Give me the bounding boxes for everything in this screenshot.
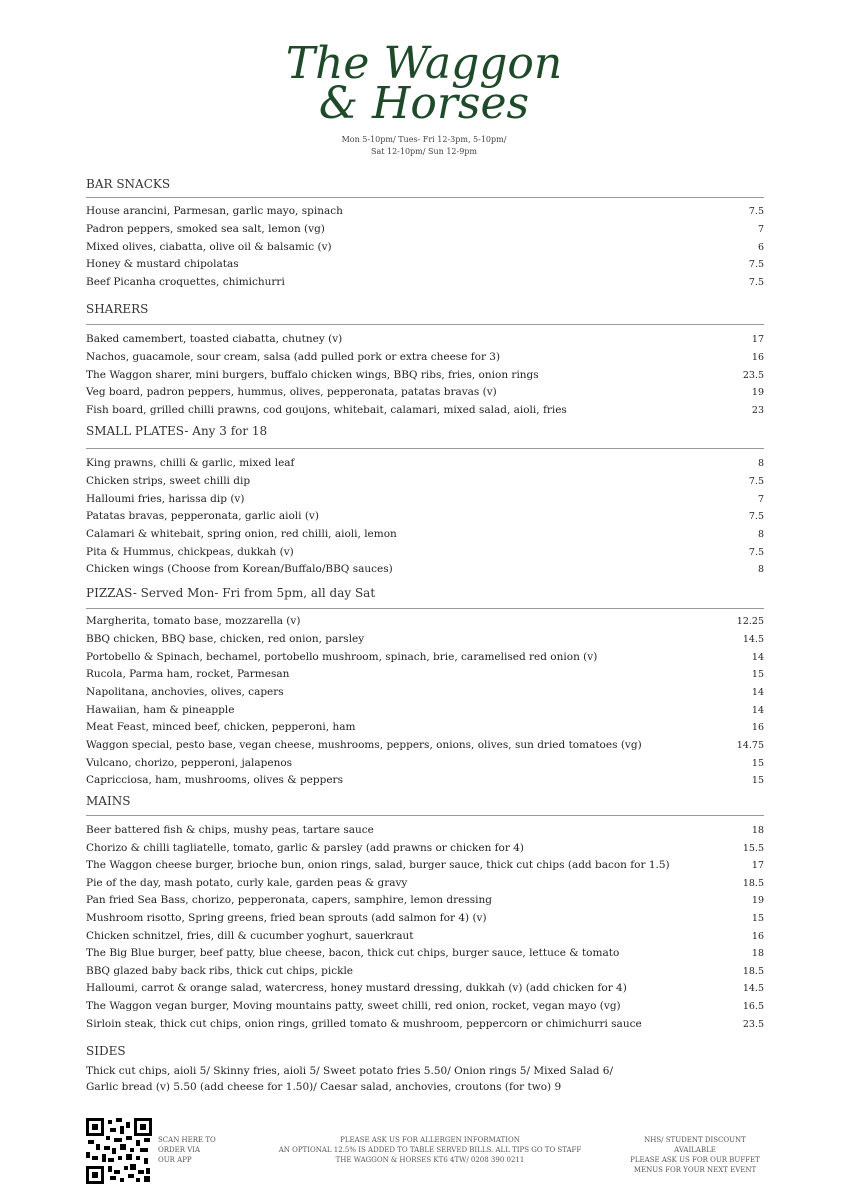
restaurant-title-line1: The Waggon: [285, 38, 563, 89]
item-name: The Waggon cheese burger, brioche bun, onion rings, salad, burger sauce, thick cut chips (add bacon for 1.5): [86, 859, 670, 871]
menu-item: [86, 561, 764, 578]
item-name: Napolitana, anchovies, olives, capers: [86, 686, 284, 698]
menu-item: [86, 544, 764, 561]
menu-item: [86, 221, 764, 238]
section-title-sides: SIDES: [86, 1044, 126, 1058]
item-price: 16: [751, 352, 764, 363]
item-name: Padron peppers, smoked sea salt, lemon (vg): [86, 223, 325, 235]
menu-item: [86, 384, 764, 401]
item-price: 7.5: [748, 511, 764, 522]
item-name: Halloumi fries, harissa dip (v): [86, 493, 245, 505]
item-price: 15: [751, 775, 764, 786]
item-price: 12.25: [736, 616, 764, 627]
sides-line2: Garlic bread (v) 5.50 (add cheese for 1.50)/ Caesar salad, anchovies, croutons (for two) 9: [86, 1081, 562, 1093]
item-name: Fish board, grilled chilli prawns, cod goujons, whitebait, calamari, mixed salad, aioli, fries: [86, 404, 567, 416]
menu-item: [86, 666, 764, 683]
buffet-line2: MENUS FOR YOUR NEXT EVENT: [633, 1166, 757, 1174]
item-name: Mixed olives, ciabatta, olive oil & balsamic (v): [86, 241, 332, 253]
qr-caption-line1: SCAN HERE TO: [158, 1136, 216, 1144]
section-divider: [86, 197, 764, 198]
menu-item: [86, 256, 764, 273]
item-price: 23.5: [742, 1019, 764, 1030]
item-price: 19: [751, 387, 764, 398]
qr-caption: [158, 1135, 238, 1165]
qr-caption-line2: ORDER VIA: [158, 1146, 201, 1154]
item-price: 17: [751, 860, 764, 871]
menu-item: [86, 702, 764, 719]
item-name: Pie of the day, mash potato, curly kale, garden peas & gravy: [86, 877, 408, 889]
item-price: 7: [757, 224, 764, 235]
item-price: 18.5: [742, 878, 764, 889]
item-name: Meat Feast, minced beef, chicken, pepperoni, ham: [86, 721, 356, 733]
item-price: 14: [751, 687, 764, 698]
item-name: Patatas bravas, pepperonata, garlic aioli (v): [86, 510, 319, 522]
menu-item: [86, 892, 764, 909]
qr-code-icon[interactable]: [86, 1118, 152, 1184]
menu-item: [86, 910, 764, 927]
menu-item: [86, 822, 764, 839]
item-name: Nachos, guacamole, sour cream, salsa (add pulled pork or extra cheese for 3): [86, 351, 501, 363]
item-name: The Waggon sharer, mini burgers, buffalo chicken wings, BBQ ribs, fries, onion rings: [86, 369, 539, 381]
menu-item: [86, 402, 764, 419]
item-name: Beef Picanha croquettes, chimichurri: [86, 276, 285, 288]
menu-item: [86, 473, 764, 490]
menu-item: [86, 455, 764, 472]
menu-item: [86, 755, 764, 772]
item-name: Veg board, padron peppers, hummus, olives, pepperonata, patatas bravas (v): [86, 386, 497, 398]
item-price: 7.5: [748, 476, 764, 487]
section-title-pizzas: PIZZAS- Served Mon- Fri from 5pm, all day Sat: [86, 586, 376, 600]
item-price: 18: [751, 948, 764, 959]
section-divider: [86, 324, 764, 325]
item-price: 7.5: [748, 206, 764, 217]
menu-item: [86, 631, 764, 648]
sides-line1: Thick cut chips, aioli 5/ Skinny fries, aioli 5/ Sweet potato fries 5.50/ Onion rings 5/ Mixed Salad 6/: [86, 1065, 614, 1077]
section-title-sharers: SHARERS: [86, 302, 149, 316]
item-name: Chicken wings (Choose from Korean/Buffalo/BBQ sauces): [86, 563, 393, 575]
footer-info: [260, 1135, 600, 1165]
item-name: Baked camembert, toasted ciabatta, chutney (v): [86, 333, 343, 345]
item-price: 19: [751, 895, 764, 906]
item-name: Vulcano, chorizo, pepperoni, jalapenos: [86, 757, 293, 769]
menu-item: [86, 649, 764, 666]
menu-item: [86, 508, 764, 525]
item-name: King prawns, chilli & garlic, mixed leaf: [86, 457, 295, 469]
item-price: 7: [757, 494, 764, 505]
item-name: The Waggon vegan burger, Moving mountains patty, sweet chilli, red onion, rocket, vegan mayo (vg): [86, 1000, 621, 1012]
menu-item: [86, 613, 764, 630]
menu-item: [86, 491, 764, 508]
item-name: Portobello & Spinach, bechamel, portobello mushroom, spinach, brie, caramelised red onion (v): [86, 651, 598, 663]
menu-item: [86, 331, 764, 348]
item-price: 23: [751, 405, 764, 416]
buffet-line1: PLEASE ASK US FOR OUR BUFFET: [630, 1156, 760, 1164]
item-price: 14.5: [742, 983, 764, 994]
item-name: BBQ chicken, BBQ base, chicken, red onion, parsley: [86, 633, 365, 645]
item-price: 6: [757, 242, 764, 253]
item-price: 7.5: [748, 259, 764, 270]
discount-line1: NHS/ STUDENT DISCOUNT: [644, 1136, 746, 1144]
menu-item: [86, 203, 764, 220]
item-name: The Big Blue burger, beef patty, blue cheese, bacon, thick cut chips, burger sauce, lettuce & tomato: [86, 947, 620, 959]
menu-item: [86, 719, 764, 736]
menu-item: [86, 684, 764, 701]
menu-item: [86, 963, 764, 980]
address-phone: THE WAGGON & HORSES KT6 4TW/ 0208 390 0211: [335, 1156, 525, 1164]
menu-item: [86, 772, 764, 789]
item-price: 17: [751, 334, 764, 345]
menu-item: [86, 857, 764, 874]
menu-item: [86, 239, 764, 256]
qr-caption-line3: OUR APP: [158, 1156, 192, 1164]
item-price: 14: [751, 705, 764, 716]
restaurant-title-line2: & Horses: [318, 78, 530, 129]
item-name: Margherita, tomato base, mozzarella (v): [86, 615, 301, 627]
item-price: 8: [757, 458, 764, 469]
item-name: Pan fried Sea Bass, chorizo, pepperonata, capers, samphire, lemon dressing: [86, 894, 492, 906]
item-price: 15.5: [742, 843, 764, 854]
item-name: Hawaiian, ham & pineapple: [86, 704, 235, 716]
item-name: House arancini, Parmesan, garlic mayo, spinach: [86, 205, 343, 217]
menu-item: [86, 980, 764, 997]
menu-item: [86, 1016, 764, 1033]
item-price: 16: [751, 931, 764, 942]
item-price: 18.5: [742, 966, 764, 977]
menu-item: [86, 928, 764, 945]
item-price: 16: [751, 722, 764, 733]
item-price: 7.5: [748, 547, 764, 558]
opening-hours-line2: Sat 12-10pm/ Sun 12-9pm: [370, 147, 478, 156]
item-price: 15: [751, 669, 764, 680]
item-name: Chorizo & chilli tagliatelle, tomato, garlic & parsley (add prawns or chicken for 4): [86, 842, 525, 854]
item-name: BBQ glazed baby back ribs, thick cut chips, pickle: [86, 965, 354, 977]
item-price: 14: [751, 652, 764, 663]
menu-item: [86, 840, 764, 857]
section-title-bar-snacks: BAR SNACKS: [86, 177, 171, 191]
item-price: 15: [751, 913, 764, 924]
menu-item: [86, 945, 764, 962]
opening-hours-line1: Mon 5-10pm/ Tues- Fri 12-3pm, 5-10pm/: [341, 135, 507, 144]
item-price: 8: [757, 529, 764, 540]
menu-item: [86, 274, 764, 291]
item-name: Halloumi, carrot & orange salad, watercress, honey mustard dressing, dukkah (v) (add chicken for 4): [86, 982, 627, 994]
menu-item: [86, 737, 764, 754]
footer-discount: [610, 1135, 780, 1175]
item-name: Waggon special, pesto base, vegan cheese, mushrooms, peppers, onions, olives, sun dried tomatoes (vg): [86, 739, 642, 751]
menu-item: [86, 998, 764, 1015]
menu-item: [86, 367, 764, 384]
menu-item: [86, 875, 764, 892]
item-price: 7.5: [748, 277, 764, 288]
item-name: Rucola, Parma ham, rocket, Parmesan: [86, 668, 290, 680]
menu-item: [86, 526, 764, 543]
item-name: Chicken schnitzel, fries, dill & cucumber yoghurt, sauerkraut: [86, 930, 414, 942]
allergen-notice: PLEASE ASK US FOR ALLERGEN INFORMATION: [340, 1136, 520, 1144]
item-price: 16.5: [742, 1001, 764, 1012]
item-name: Chicken strips, sweet chilli dip: [86, 475, 251, 487]
section-divider: [86, 815, 764, 816]
service-charge-notice: AN OPTIONAL 12.5% IS ADDED TO TABLE SERVED BILLS. ALL TIPS GO TO STAFF: [278, 1146, 582, 1154]
item-price: 15: [751, 758, 764, 769]
section-title-small-plates: SMALL PLATES- Any 3 for 18: [86, 424, 268, 438]
item-price: 8: [757, 564, 764, 575]
item-price: 18: [751, 825, 764, 836]
item-price: 23.5: [742, 370, 764, 381]
item-name: Calamari & whitebait, spring onion, red chilli, aioli, lemon: [86, 528, 397, 540]
section-title-mains: MAINS: [86, 794, 131, 808]
item-name: Sirloin steak, thick cut chips, onion rings, grilled tomato & mushroom, peppercorn or chimichurri sauce: [86, 1018, 642, 1030]
item-price: 14.75: [736, 740, 764, 751]
section-divider: [86, 608, 764, 609]
item-name: Mushroom risotto, Spring greens, fried bean sprouts (add salmon for 4) (v): [86, 912, 487, 924]
item-name: Beer battered fish & chips, mushy peas, tartare sauce: [86, 824, 374, 836]
item-name: Capricciosa, ham, mushrooms, olives & peppers: [86, 774, 343, 786]
item-name: Honey & mustard chipolatas: [86, 258, 239, 270]
section-divider: [86, 448, 764, 449]
discount-line2: AVAILABLE: [674, 1146, 716, 1154]
item-name: Pita & Hummus, chickpeas, dukkah (v): [86, 546, 294, 558]
item-price: 14.5: [742, 634, 764, 645]
menu-item: [86, 349, 764, 366]
